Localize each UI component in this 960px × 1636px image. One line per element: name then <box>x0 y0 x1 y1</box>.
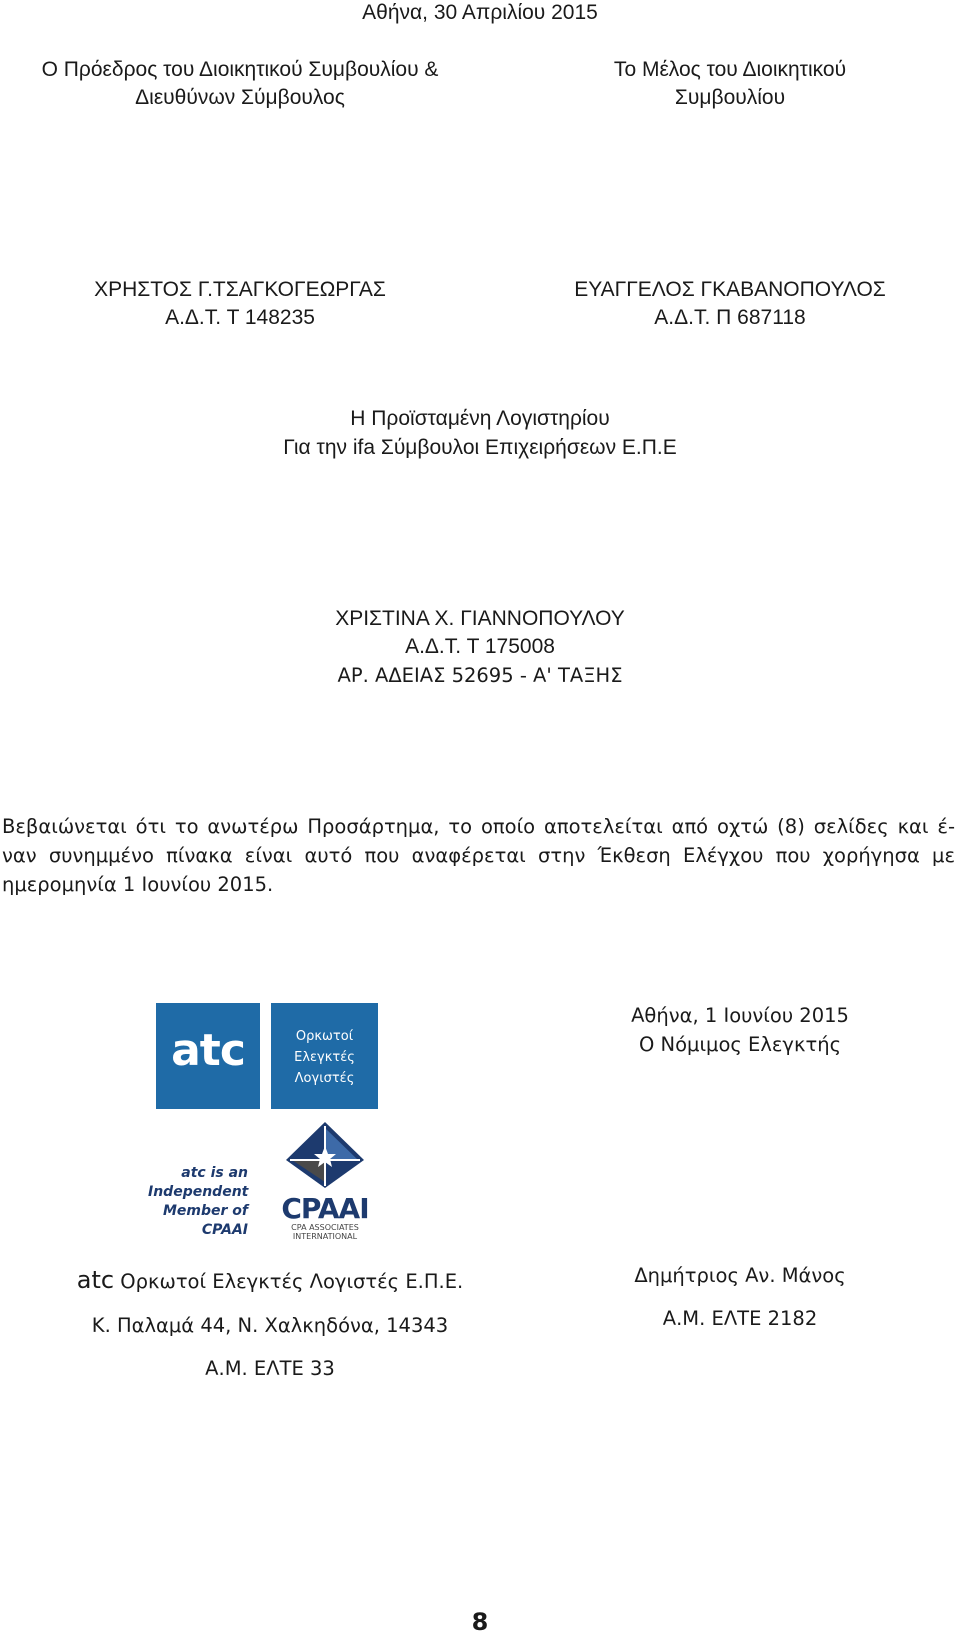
accountant-license: ΑΡ. ΑΔΕΙΑΣ 52695 - Α' ΤΑΞΗΣ <box>337 664 623 687</box>
chairman-name: ΧΡΗΣΤΟΣ Γ.ΤΣΑΓΚΟΓΕΩΡΓΑΣ <box>94 278 386 301</box>
member-name: ΕΥΑΓΓΕΛΟΣ ΓΚΑΒΑΝΟΠΟΥΛΟΣ <box>574 278 886 301</box>
atc-logo-sub3: Λογιστές <box>294 1071 355 1086</box>
atc-logo-sub2: Ελεγκτές <box>294 1050 355 1065</box>
auditor-title: Ο Νόμιμος Ελεγκτής <box>638 1033 842 1056</box>
page-number: 8 <box>471 1608 489 1636</box>
member-line: Independent <box>148 1184 249 1200</box>
member-title-line2: Συμβουλίου <box>674 86 786 109</box>
atc-logo-text: atc <box>171 1025 245 1076</box>
accountant-name: ΧΡΙΣΤΙΝΑ Χ. ΓΙΑΝΝΟΠΟΥΛΟΥ <box>335 607 625 630</box>
member-line: atc is an <box>181 1165 248 1181</box>
firm-address: Κ. Παλαμά 44, Ν. Χαλκηδόνα, 14343 <box>91 1314 449 1337</box>
header-date: Αθήνα, 30 Απριλίου 2015 <box>362 1 598 24</box>
member-line: Member of <box>162 1203 248 1219</box>
certification-line: Βεβαιώνεται ότι το ανωτέρω Προσάρτημα, το οποίο αποτελείται από οχτώ (8) σελίδες και έ- <box>2 815 955 838</box>
certification-line: ημερομηνία 1 Ιουνίου 2015. <box>2 873 274 896</box>
member-line: CPAAI <box>201 1222 248 1238</box>
cpaai-logo <box>268 1120 382 1242</box>
auditor-reg: Α.Μ. ΕΛΤΕ 2182 <box>662 1307 818 1330</box>
cpaai-logo-text: CPAAI <box>281 1192 369 1225</box>
cpaai-logo-sub1: CPA ASSOCIATES <box>291 1223 359 1232</box>
certification-paragraph <box>2 812 955 899</box>
chairman-title-line1: Ο Πρόεδρος του Διοικητικού Συμβουλίου & <box>41 58 439 81</box>
firm-line <box>40 1265 500 1297</box>
accountant-title-line2: Για την ifa Σύμβουλοι Επιχειρήσεων Ε.Π.Ε <box>283 436 677 459</box>
accountant-title-line1: Η Προϊσταμένη Λογιστηρίου <box>350 407 610 430</box>
atc-logo <box>156 1003 260 1109</box>
firm-reg: Α.Μ. ΕΛΤΕ 33 <box>205 1357 335 1380</box>
atc-logo-subtitle-box <box>271 1003 378 1109</box>
certification-line: ναν συνημμένο πίνακα είναι αυτό που αναφέρεται στην Έκθεση Ελέγχου που χορήγησα με <box>2 844 955 867</box>
auditor-name: Δημήτριος Αν. Μάνος <box>634 1264 846 1287</box>
member-title-line1: Το Μέλος του Διοικητικού <box>613 58 847 81</box>
accountant-id: Α.Δ.Τ. Τ 175008 <box>405 635 555 658</box>
atc-logo-sub1: Ορκωτοί <box>295 1029 354 1044</box>
cpaai-logo-sub2: INTERNATIONAL <box>292 1232 358 1241</box>
firm-prefix: atc <box>76 1266 115 1294</box>
auditor-date: Αθήνα, 1 Ιουνίου 2015 <box>631 1004 849 1027</box>
chairman-title-line2: Διευθύνων Σύμβουλος <box>135 86 345 109</box>
member-of-cpaai-text <box>148 1164 248 1240</box>
cpaai-emblem-icon <box>268 1120 382 1190</box>
chairman-id: Α.Δ.Τ. Τ 148235 <box>165 306 315 329</box>
member-id: Α.Δ.Τ. Π 687118 <box>654 306 806 329</box>
firm-name: Ορκωτοί Ελεγκτές Λογιστές Ε.Π.Ε. <box>120 1270 464 1293</box>
